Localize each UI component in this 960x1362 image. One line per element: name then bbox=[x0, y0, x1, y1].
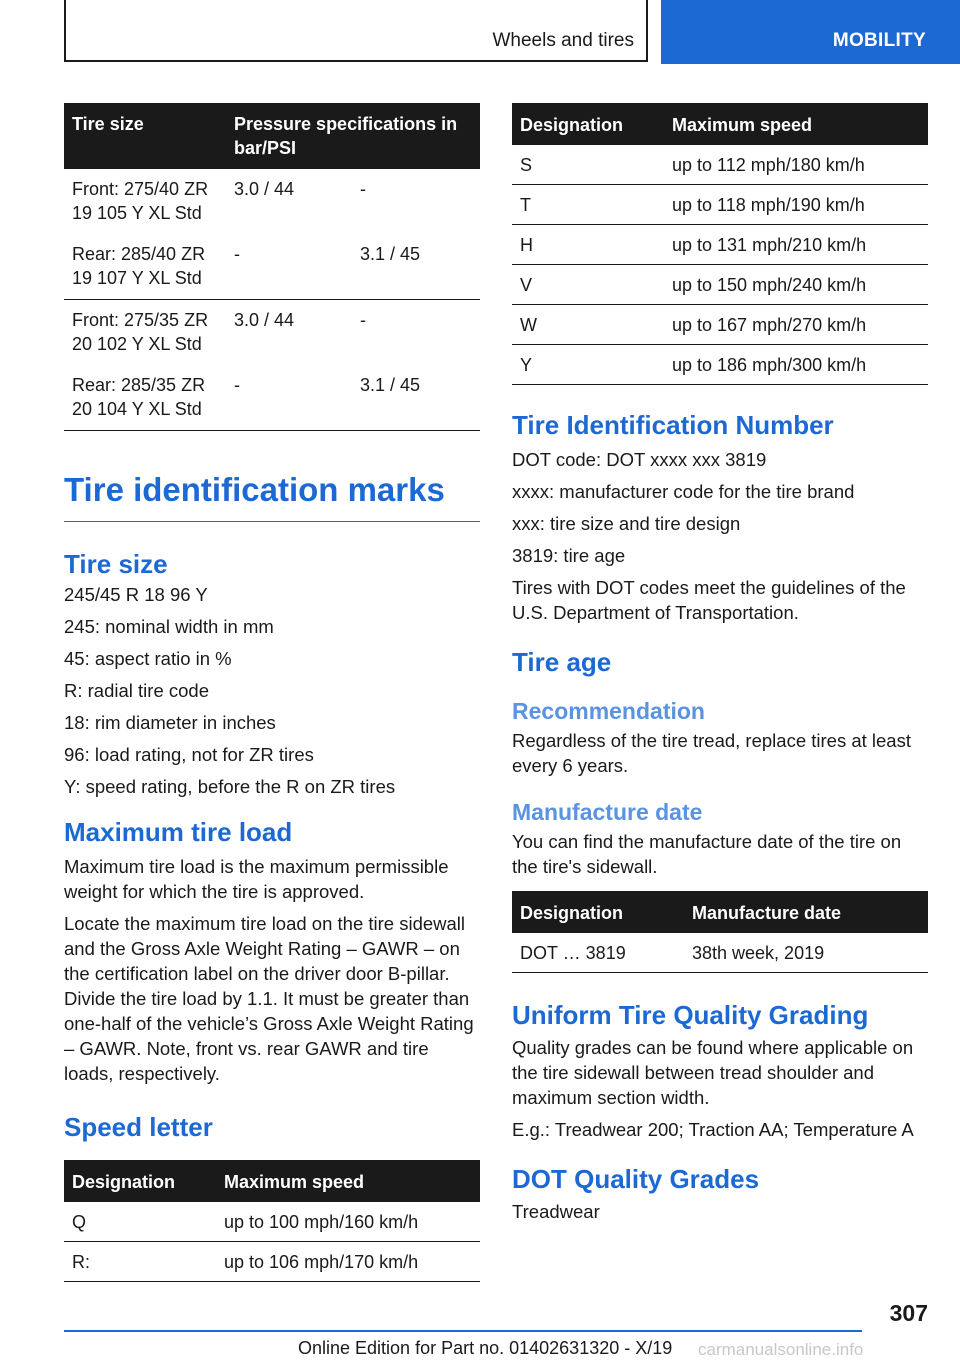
speed-cell: up to 150 mph/240 km/h bbox=[664, 265, 928, 305]
tire-size-line: 245/45 R 18 96 Y bbox=[64, 584, 208, 605]
manufacture-date-text: You can find the manufacture date of the tire on the tire's sidewall. bbox=[512, 831, 902, 877]
section-heading-tire-marks: Tire identification marks bbox=[64, 469, 480, 522]
rear-pressure-cell: - bbox=[360, 179, 366, 199]
rear-pressure-cell: - bbox=[360, 310, 366, 330]
tire-size-line: 18: rim diameter in inches bbox=[64, 712, 276, 733]
column-header-designation: Designation bbox=[512, 891, 684, 933]
utqg-paragraph: Quality grades can be found where applicable on the tire sidewall between tread shoulder and maximum section width. bbox=[512, 1037, 914, 1108]
heading-utqg: Uniform Tire Quality Grading bbox=[512, 1000, 869, 1030]
left-column bbox=[64, 103, 480, 1282]
recommendation-text: Regardless of the tire tread, replace tires at least every 6 years. bbox=[512, 730, 911, 776]
front-pressure-cell: 3.0 / 44 bbox=[234, 179, 295, 199]
tire-size-line: 245: nominal width in mm bbox=[64, 616, 274, 637]
right-column bbox=[512, 103, 928, 1231]
table-row bbox=[64, 1202, 480, 1242]
speed-cell: up to 106 mph/170 km/h bbox=[216, 1242, 480, 1282]
table-row bbox=[512, 933, 928, 973]
table-row bbox=[512, 305, 928, 345]
speed-cell: up to 186 mph/300 km/h bbox=[664, 345, 928, 385]
tin-line: xxx: tire size and tire design bbox=[512, 513, 741, 534]
tire-size-cell: Rear: 285/40 ZR 19 107 Y XL Std bbox=[64, 234, 226, 300]
manufacture-date-table bbox=[512, 891, 928, 973]
footer-divider bbox=[64, 1330, 862, 1332]
designation-cell: W bbox=[512, 305, 664, 345]
speed-letter-table bbox=[64, 1160, 480, 1282]
max-load-paragraph: Locate the maximum tire load on the tire sidewall and the Gross Axle Weight Rating – GAWR – on the certification label on the driver door B-pillar. Divide the tire load by 1.1. It must be greater than one-half of the vehicle’s Gross Axle Weight Rating – GAWR. Note, front vs. rear GAWR and tire loads, respectively. bbox=[64, 913, 474, 1084]
header-section-box bbox=[64, 0, 648, 62]
table-row bbox=[64, 300, 480, 366]
heading-tire-identification-number: Tire Identification Number bbox=[512, 410, 834, 440]
column-header-tire-size: Tire size bbox=[64, 103, 226, 169]
table-row bbox=[512, 265, 928, 305]
rear-pressure-cell: 3.1 / 45 bbox=[352, 365, 480, 431]
heading-tire-age: Tire age bbox=[512, 647, 612, 677]
heading-recommendation: Recommendation bbox=[512, 698, 705, 724]
heading-manufacture-date: Manufacture date bbox=[512, 799, 703, 825]
front-pressure-cell: 3.0 / 44 bbox=[234, 310, 295, 330]
speed-cell: up to 167 mph/270 km/h bbox=[664, 305, 928, 345]
designation-cell: T bbox=[512, 185, 664, 225]
table-row bbox=[512, 345, 928, 385]
designation-cell: R: bbox=[64, 1242, 216, 1282]
heading-dot-quality-grades: DOT Quality Grades bbox=[512, 1164, 760, 1194]
column-header-max-speed: Maximum speed bbox=[216, 1160, 480, 1202]
table-row bbox=[64, 365, 480, 431]
rear-pressure-cell: 3.1 / 45 bbox=[352, 234, 480, 300]
speed-cell: up to 131 mph/210 km/h bbox=[664, 225, 928, 265]
table-row bbox=[512, 185, 928, 225]
front-pressure-cell: - bbox=[226, 365, 352, 431]
speed-table-continued bbox=[512, 103, 928, 385]
designation-cell: S bbox=[512, 145, 664, 185]
max-load-paragraph: Maximum tire load is the maximum permissible weight for which the tire is approved. bbox=[64, 856, 449, 902]
tin-line: DOT code: DOT xxxx xxx 3819 bbox=[512, 449, 767, 470]
tire-size-cell: Rear: 285/35 ZR 20 104 Y XL Std bbox=[64, 365, 226, 431]
heading-speed-letter: Speed letter bbox=[64, 1112, 213, 1142]
utqg-paragraph: E.g.: Treadwear 200; Traction AA; Temperature A bbox=[512, 1119, 914, 1140]
heading-max-tire-load: Maximum tire load bbox=[64, 817, 293, 847]
designation-cell: H bbox=[512, 225, 664, 265]
tire-size-line: 45: aspect ratio in % bbox=[64, 648, 232, 669]
page-number: 307 bbox=[889, 1300, 928, 1326]
header-chapter-tab bbox=[661, 0, 960, 64]
table-row bbox=[64, 1242, 480, 1282]
front-pressure-cell: - bbox=[226, 234, 352, 300]
tin-line: xxxx: manufacturer code for the tire brand bbox=[512, 481, 855, 502]
speed-cell: up to 118 mph/190 km/h bbox=[664, 185, 928, 225]
dot-grades-text: Treadwear bbox=[512, 1201, 600, 1222]
table-row bbox=[512, 225, 928, 265]
column-header-manufacture-date: Manufacture date bbox=[684, 891, 928, 933]
tin-line: Tires with DOT codes meet the guidelines of the U.S. Department of Transportation. bbox=[512, 577, 906, 623]
designation-cell: Y bbox=[512, 345, 664, 385]
tin-line: 3819: tire age bbox=[512, 545, 626, 566]
table-row bbox=[64, 234, 480, 300]
designation-cell: V bbox=[512, 265, 664, 305]
column-header-pressure: Pressure specifications in bar/PSI bbox=[226, 103, 480, 169]
speed-cell: up to 112 mph/180 km/h bbox=[664, 145, 928, 185]
tire-size-line: R: radial tire code bbox=[64, 680, 209, 701]
chapter-title: MOBILITY bbox=[832, 30, 926, 51]
section-title: Wheels and tires bbox=[492, 30, 634, 51]
edition-note: Online Edition for Part no. 01402631320 - X/19 bbox=[298, 1338, 673, 1358]
manufacture-date-cell: 38th week, 2019 bbox=[684, 933, 928, 973]
column-header-designation: Designation bbox=[512, 103, 664, 145]
table-row bbox=[64, 169, 480, 234]
column-header-designation: Designation bbox=[64, 1160, 216, 1202]
table-row bbox=[512, 145, 928, 185]
tire-pressure-table bbox=[64, 103, 480, 431]
tire-size-cell: Front: 275/35 ZR 20 102 Y XL Std bbox=[72, 310, 209, 354]
watermark: carmanualsonline.info bbox=[698, 1340, 864, 1359]
designation-cell: Q bbox=[64, 1202, 216, 1242]
heading-tire-size: Tire size bbox=[64, 549, 168, 579]
tire-size-line: Y: speed rating, before the R on ZR tires bbox=[64, 776, 396, 797]
speed-cell: up to 100 mph/160 km/h bbox=[216, 1202, 480, 1242]
tire-size-line: 96: load rating, not for ZR tires bbox=[64, 744, 314, 765]
column-header-max-speed: Maximum speed bbox=[664, 103, 928, 145]
designation-cell: DOT … 3819 bbox=[512, 933, 684, 973]
tire-size-cell: Front: 275/40 ZR 19 105 Y XL Std bbox=[72, 179, 209, 223]
